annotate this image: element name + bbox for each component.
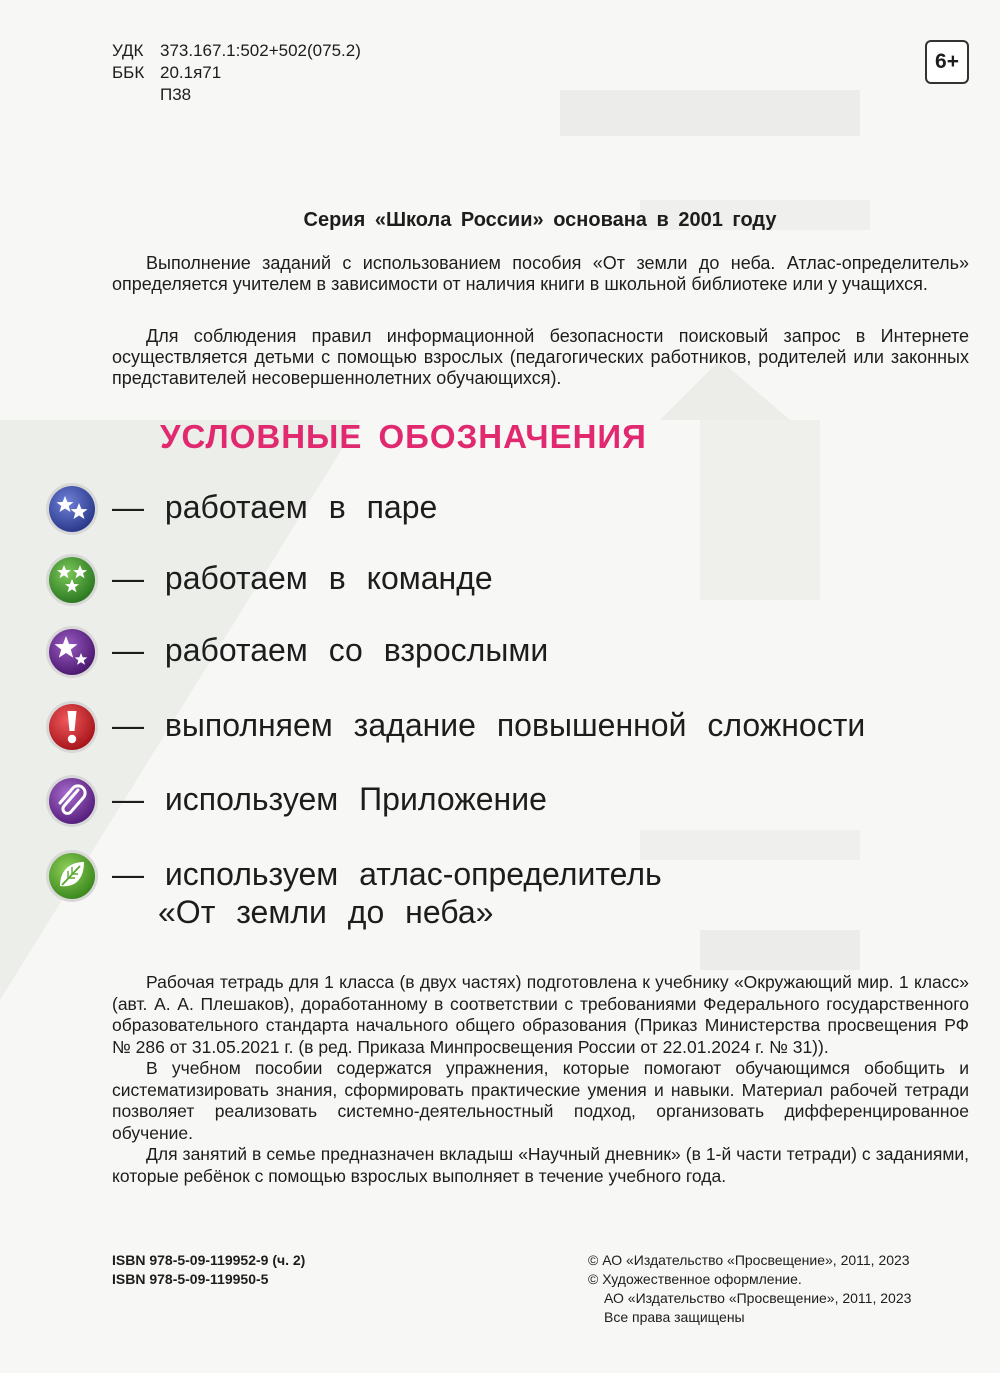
legend-item-appendix xyxy=(44,773,547,829)
copyright-line-4: Все права защищены xyxy=(604,1309,745,1325)
code-row xyxy=(112,84,361,106)
legend-text-pair: — работаем в паре xyxy=(112,489,438,525)
series-title: Серия «Школа России» основана в 2001 году xyxy=(303,209,777,231)
udk-label: УДК xyxy=(112,41,144,60)
team-stars-icon xyxy=(44,552,100,608)
legend-item-pair xyxy=(44,481,437,537)
copyright-block xyxy=(588,1251,911,1327)
note-paragraph-1: Выполнение заданий с использованием пособия «От земли до неба. Атлас-определитель» определяется учителем в зависимости от наличия книги в школьной библиотеке или у учащихся. xyxy=(112,253,969,294)
isbn-block xyxy=(112,1251,305,1289)
udk-row xyxy=(112,40,361,62)
note-paragraph-2: Для соблюдения правил информационной безопасности поисковый запрос в Интернете осуществляется детьми с помощью взрослых (педагогических работников, родителей или законных представителей несовершеннолетних обучающихся). xyxy=(112,326,969,388)
legend-text-atlas-line1: — используем атлас-определитель xyxy=(112,856,662,892)
legend-title: УСЛОВНЫЕ ОБОЗНАЧЕНИЯ xyxy=(160,418,647,455)
author-code: П38 xyxy=(160,85,192,104)
isbn-line-2: ISBN 978-5-09-119950-5 xyxy=(112,1271,269,1287)
bbk-value: 20.1я71 xyxy=(160,63,222,82)
legend-item-difficult xyxy=(44,699,865,755)
legend-text-atlas-line2: «От земли до неба» xyxy=(158,894,494,930)
legend-text-atlas xyxy=(112,855,662,931)
isbn-line-1: ISBN 978-5-09-119952-9 (ч. 2) xyxy=(112,1252,306,1268)
copyright-line-2: © Художественное оформление. xyxy=(588,1271,802,1287)
bbk-label: ББК xyxy=(112,63,145,82)
legend-item-team xyxy=(44,552,493,608)
copyright-line-3: АО «Издательство «Просвещение», 2011, 2023 xyxy=(604,1290,912,1306)
exclamation-icon xyxy=(44,699,100,755)
description-paragraph-3: Для занятий в семье предназначен вкладыш «Научный дневник» (в 1-й части тетради) с заданиями, которые ребёнок с помощью взрослых выполняет в течение учебного года. xyxy=(112,1144,969,1186)
legend-text-difficult: — выполняем задание повышенной сложности xyxy=(112,707,866,743)
description-paragraph-1: Рабочая тетрадь для 1 класса (в двух частях) подготовлена к учебнику «Окружающий мир. 1 класс» (авт. А. А. Плешаков), доработанному в соответствии с требованиями Федерального государственного образовательного стандарта начального общего образования (Приказ Министерства просвещения РФ № 286 от 31.05.2021 г. (в ред. Приказа Минпросвещения России от 22.01.2024 г. № 31)). xyxy=(112,972,969,1057)
legend-item-adults xyxy=(44,624,548,680)
classification-block xyxy=(112,40,361,106)
udk-value: 373.167.1:502+502(075.2) xyxy=(160,41,361,60)
copyright-line-1: © АО «Издательство «Просвещение», 2011, 2023 xyxy=(588,1252,910,1268)
paperclip-icon xyxy=(44,773,100,829)
legend-text-team: — работаем в команде xyxy=(112,560,493,596)
description-paragraph-2: В учебном пособии содержатся упражнения, которые помогают обучающимся обобщить и систематизировать знания, сформировать практические умения и навыки. Материал рабочей тетради позволяет реализовать системно-деятельностный подход, организовать дифференцированное обучение. xyxy=(112,1058,969,1143)
legend-text-adults: — работаем со взрослыми xyxy=(112,632,549,668)
bbk-row xyxy=(112,62,361,84)
age-rating-badge: 6+ xyxy=(925,40,969,84)
two-stars-icon xyxy=(44,481,100,537)
leaf-icon xyxy=(44,848,100,904)
legend-item-atlas xyxy=(44,848,662,931)
legend-text-appendix: — используем Приложение xyxy=(112,781,547,817)
description-block xyxy=(112,972,969,1187)
adult-stars-icon xyxy=(44,624,100,680)
